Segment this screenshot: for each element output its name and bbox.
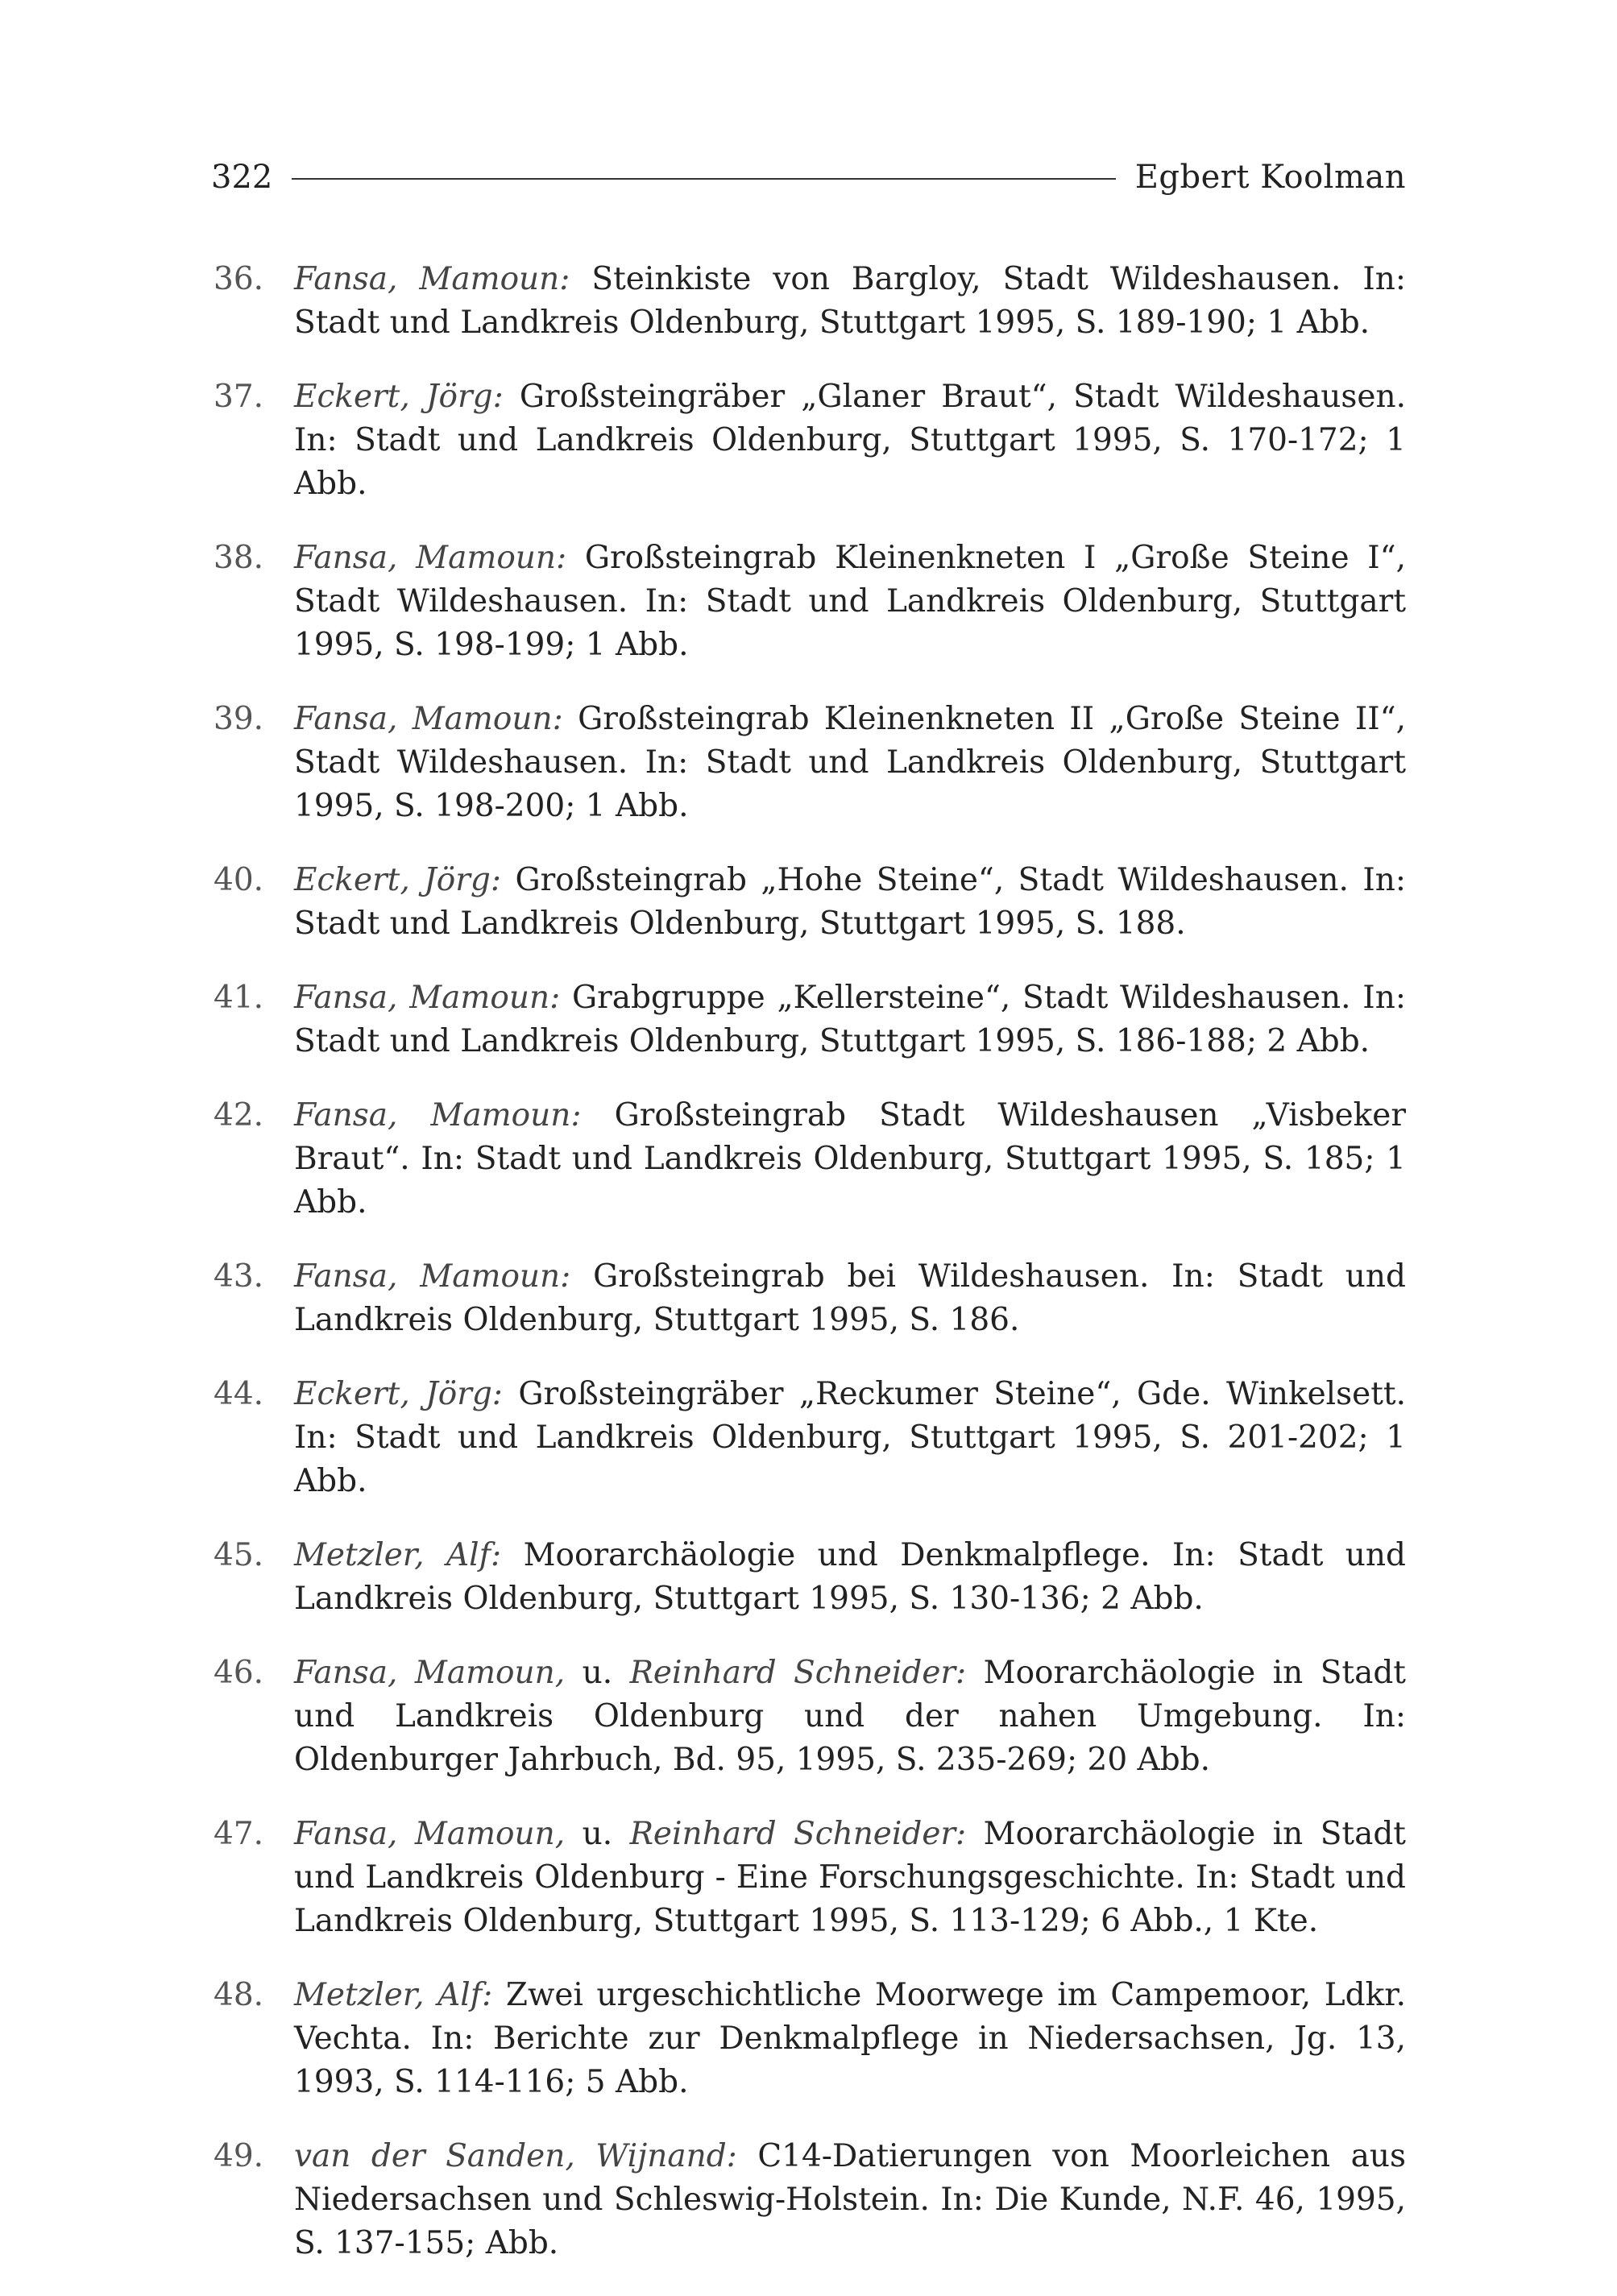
entry-number: 40. xyxy=(214,862,264,898)
entry-coauthor: Reinhard Schneider: xyxy=(629,1816,967,1852)
bibliography-entry xyxy=(214,976,1406,1063)
entry-text xyxy=(294,375,1406,506)
entry-text xyxy=(294,1373,1406,1503)
entry-text xyxy=(294,976,1406,1063)
bibliography-entry xyxy=(214,2135,1406,2265)
bibliography-list xyxy=(214,258,1406,2296)
entry-title: Grabgruppe „Kellersteine“, Stadt Wildeshausen. In: Stadt und Landkreis Oldenburg, Stuttgart 1995, S. 186-188; 2 Abb. xyxy=(294,980,1406,1059)
entry-title: Moorarchäologie und Denkmalpflege. In: Stadt und Landkreis Oldenburg, Stuttgart 1995, S. 130-136; 2 Abb. xyxy=(294,1537,1406,1617)
entry-author: Fansa, Mamoun, xyxy=(294,1816,566,1852)
bibliography-entry xyxy=(214,537,1406,667)
entry-number: 46. xyxy=(214,1655,264,1691)
entry-title: Großsteingrab Kleinenkneten I „Große Steine I“, Stadt Wildeshausen. In: Stadt und Landkreis Oldenburg, Stuttgart 1995, S. 198-199; 1 Abb. xyxy=(294,540,1406,663)
entry-author: Fansa, Mamoun: xyxy=(294,261,570,297)
entry-text xyxy=(294,2135,1406,2265)
bibliography-entry xyxy=(214,258,1406,345)
entry-number: 37. xyxy=(214,379,264,415)
entry-author: Eckert, Jörg: xyxy=(294,862,502,898)
bibliography-entry xyxy=(214,1373,1406,1503)
entry-text xyxy=(294,1652,1406,1782)
entry-text xyxy=(294,1255,1406,1342)
entry-connector: u. xyxy=(582,1816,613,1852)
entry-title: Großsteingräber „Reckumer Steine“, Gde. Winkelsett. In: Stadt und Landkreis Oldenburg, Stuttgart 1995, S. 201-202; 1 Abb. xyxy=(294,1376,1406,1499)
entry-title: Moorarchäologie in Stadt und Landkreis Oldenburg und der nahen Umgebung. In: Oldenburger Jahrbuch, Bd. 95, 1995, S. 235-269; 20 Abb. xyxy=(294,1655,1406,1778)
entry-author: Metzler, Alf: xyxy=(294,1977,493,2013)
entry-title: Moorarchäologie in Stadt und Landkreis Oldenburg - Eine Forschungsgeschichte. In: Stadt und Landkreis Oldenburg, Stuttgart 1995, S. 113-129; 6 Abb., 1 Kte. xyxy=(294,1816,1406,1939)
entry-author: Eckert, Jörg: xyxy=(294,1376,503,1412)
bibliography-entry xyxy=(214,375,1406,506)
entry-number: 38. xyxy=(214,540,264,576)
entry-author: Fansa, Mamoun: xyxy=(294,1097,582,1133)
entry-number: 45. xyxy=(214,1537,264,1573)
running-author: Egbert Koolman xyxy=(1134,159,1406,196)
bibliography-entry xyxy=(214,698,1406,828)
entry-title: Zwei urgeschichtliche Moorwege im Campemoor, Ldkr. Vechta. In: Berichte zur Denkmalpflege in Niedersachsen, Jg. 13, 1993, S. 114-116; 5 Abb. xyxy=(294,1977,1406,2100)
entry-number: 44. xyxy=(214,1376,264,1412)
bibliography-entry xyxy=(214,1974,1406,2104)
entry-author: Metzler, Alf: xyxy=(294,1537,502,1573)
bibliography-entry xyxy=(214,1813,1406,1943)
entry-number: 48. xyxy=(214,1977,264,2013)
bibliography-entry xyxy=(214,1534,1406,1621)
entry-text xyxy=(294,859,1406,946)
entry-author: van der Sanden, Wijnand: xyxy=(294,2138,737,2174)
entry-title: Großsteingrab Stadt Wildeshausen „Visbeker Braut“. In: Stadt und Landkreis Oldenburg, Stuttgart 1995, S. 185; 1 Abb. xyxy=(294,1097,1406,1221)
bibliography-entry xyxy=(214,1255,1406,1342)
entry-number: 36. xyxy=(214,261,264,297)
bibliography-entry xyxy=(214,1652,1406,1782)
entry-title: Großsteingrab bei Wildeshausen. In: Stadt und Landkreis Oldenburg, Stuttgart 1995, S. 186. xyxy=(294,1258,1406,1338)
entry-author: Fansa, Mamoun: xyxy=(294,1258,571,1295)
entry-number: 47. xyxy=(214,1816,264,1852)
page-number: 322 xyxy=(211,159,273,196)
entry-text xyxy=(294,698,1406,828)
entry-coauthor: Reinhard Schneider: xyxy=(629,1655,967,1691)
entry-text xyxy=(294,537,1406,667)
entry-text xyxy=(294,1974,1406,2104)
entry-text xyxy=(294,1094,1406,1225)
entry-title: Großsteingräber „Glaner Braut“, Stadt Wildeshausen. In: Stadt und Landkreis Oldenburg, Stuttgart 1995, S. 170-172; 1 Abb. xyxy=(294,379,1406,502)
entry-author: Fansa, Mamoun, xyxy=(294,1655,566,1691)
running-header xyxy=(211,159,1406,196)
entry-number: 43. xyxy=(214,1258,264,1295)
entry-text xyxy=(294,1534,1406,1621)
entry-number: 41. xyxy=(214,980,264,1016)
entry-text xyxy=(294,258,1406,345)
entry-number: 42. xyxy=(214,1097,264,1133)
entry-author: Fansa, Mamoun: xyxy=(294,701,563,737)
entry-title: Steinkiste von Bargloy, Stadt Wildeshausen. In: Stadt und Landkreis Oldenburg, Stuttgart 1995, S. 189-190; 1 Abb. xyxy=(294,261,1406,341)
entry-number: 49. xyxy=(214,2138,264,2174)
entry-title: C14-Datierungen von Moorleichen aus Niedersachsen und Schleswig-Holstein. In: Die Kunde, N.F. 46, 1995, S. 137-155; Abb. xyxy=(294,2138,1406,2261)
entry-connector: u. xyxy=(582,1655,613,1691)
entry-title: Großsteingrab „Hohe Steine“, Stadt Wildeshausen. In: Stadt und Landkreis Oldenburg, Stuttgart 1995, S. 188. xyxy=(294,862,1406,942)
bibliography-entry xyxy=(214,859,1406,946)
entry-number: 39. xyxy=(214,701,264,737)
entry-author: Fansa, Mamoun: xyxy=(294,980,561,1016)
entry-author: Eckert, Jörg: xyxy=(294,379,504,415)
entry-title: Großsteingrab Kleinenkneten II „Große Steine II“, Stadt Wildeshausen. In: Stadt und Landkreis Oldenburg, Stuttgart 1995, S. 198-200; 1 Abb. xyxy=(294,701,1406,824)
entry-text xyxy=(294,1813,1406,1943)
entry-author: Fansa, Mamoun: xyxy=(294,540,567,576)
header-rule xyxy=(292,178,1115,180)
bibliography-entry xyxy=(214,1094,1406,1225)
